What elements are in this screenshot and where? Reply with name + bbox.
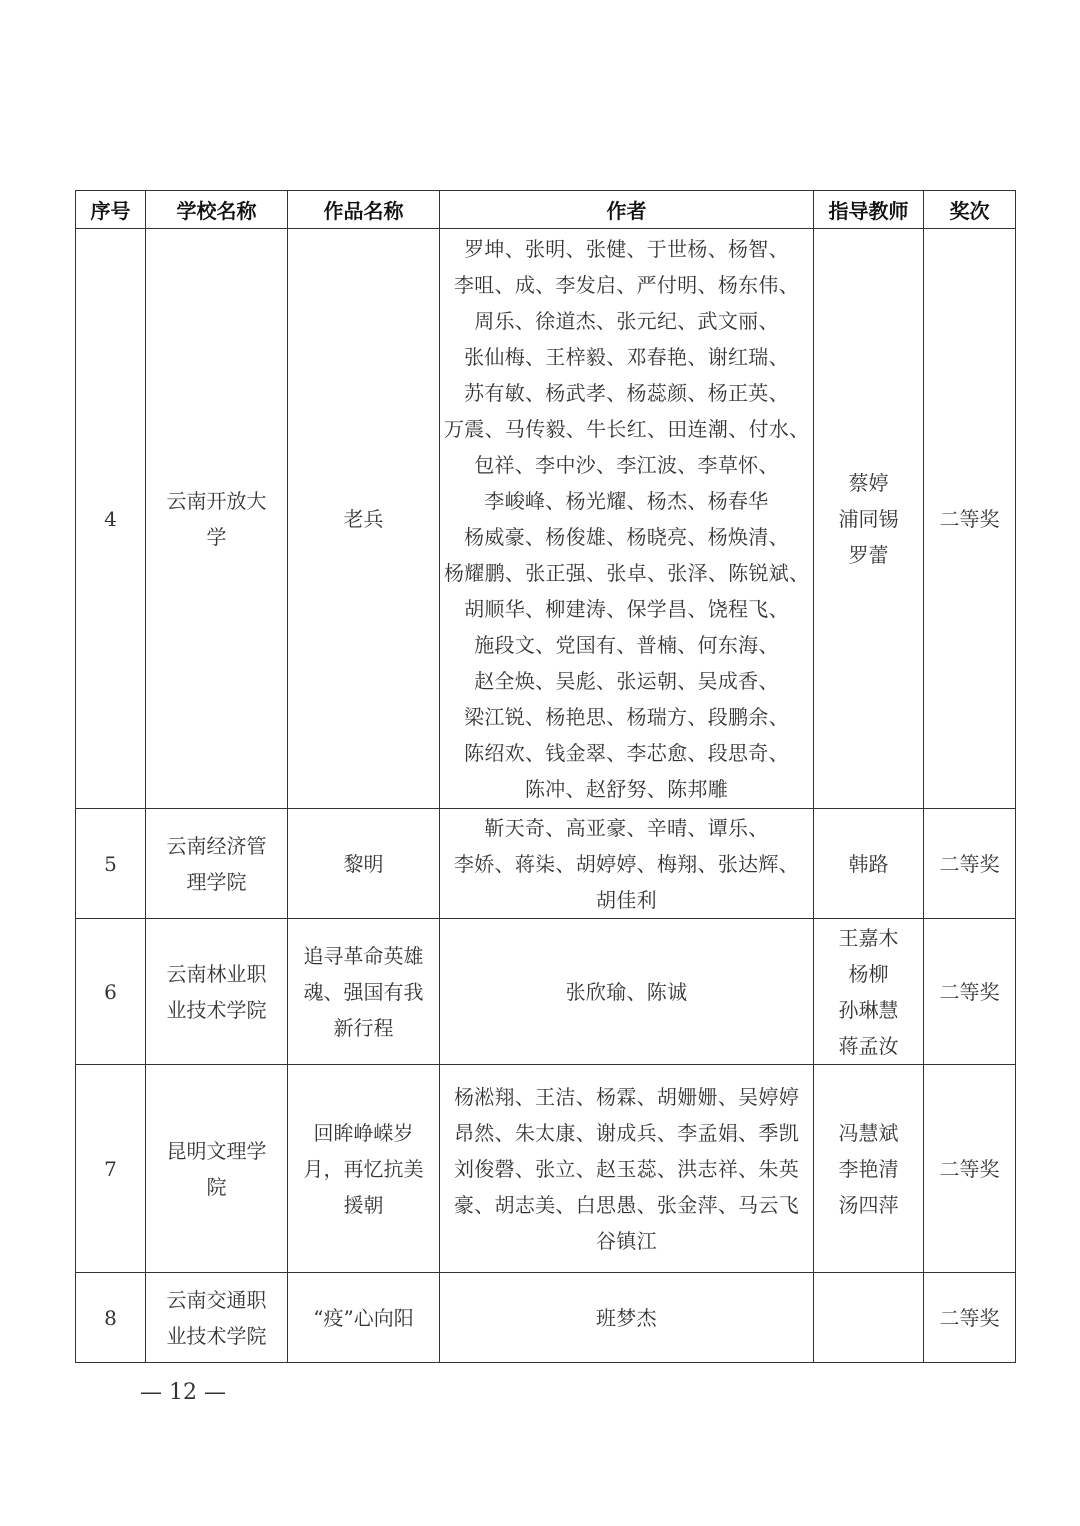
author-line: 杨耀鹏、张正强、张卓、张泽、陈锐斌、 xyxy=(444,560,810,585)
author-line: 陈冲、赵舒努、陈邦雕 xyxy=(525,776,728,801)
header-school: 学校名称 xyxy=(146,191,288,229)
cell-teachers xyxy=(814,809,924,919)
cell-award: 二等奖 xyxy=(924,919,1016,1065)
cell-award: 二等奖 xyxy=(924,229,1016,809)
author-line: 昂然、朱太康、谢成兵、李孟娟、季凯 xyxy=(453,1120,800,1145)
teacher-name: 李艳清 xyxy=(838,1156,899,1181)
cell-authors xyxy=(440,229,814,809)
teacher-name: 蔡婷 xyxy=(848,470,889,495)
cell-school xyxy=(146,1065,288,1273)
author-line: 赵全焕、吴彪、张运朝、吴成香、 xyxy=(474,668,779,693)
cell-no: 8 xyxy=(76,1273,146,1363)
cell-school xyxy=(146,809,288,919)
author-line: 张欣瑜、陈诚 xyxy=(565,979,688,1004)
school-name: 云南交通职业技术学院 xyxy=(166,1287,267,1348)
author-line: 胡顺华、柳建涛、保学昌、饶程飞、 xyxy=(464,596,789,621)
table-header-row xyxy=(76,191,1016,229)
cell-authors xyxy=(440,809,814,919)
author-line: 苏有敏、杨武孝、杨蕊颜、杨正英、 xyxy=(464,380,789,405)
cell-authors xyxy=(440,1065,814,1273)
author-line: 陈绍欢、钱金翠、李芯愈、段思奇、 xyxy=(464,740,789,765)
author-line: 豪、胡志美、白思愚、张金萍、马云飞 xyxy=(453,1192,800,1217)
teacher-name: 汤四萍 xyxy=(838,1192,899,1217)
cell-work xyxy=(288,1273,440,1363)
cell-school xyxy=(146,1273,288,1363)
cell-authors xyxy=(440,919,814,1065)
school-name: 云南经济管理学院 xyxy=(166,833,267,894)
school-name: 云南林业职业技术学院 xyxy=(166,961,267,1022)
cell-teachers xyxy=(814,919,924,1065)
awards-table xyxy=(75,190,1016,1363)
teacher-name: 冯慧斌 xyxy=(838,1120,899,1145)
header-authors: 作者 xyxy=(440,191,814,229)
author-line: 施段文、党国有、普楠、何东海、 xyxy=(474,632,779,657)
teacher-name: 罗蕾 xyxy=(848,542,889,567)
work-title: 追寻革命英雄魂、强国有我新行程 xyxy=(303,943,424,1040)
author-line: 班梦杰 xyxy=(596,1305,657,1330)
author-line: 靳天奇、高亚豪、辛晴、谭乐、 xyxy=(484,815,769,840)
table-row xyxy=(76,919,1016,1065)
header-teachers: 指导教师 xyxy=(814,191,924,229)
author-line: 刘俊磬、张立、赵玉蕊、洪志祥、朱英 xyxy=(453,1156,800,1181)
cell-teachers xyxy=(814,1273,924,1363)
author-line: 谷镇江 xyxy=(596,1228,657,1253)
header-award: 奖次 xyxy=(924,191,1016,229)
author-line: 李娇、蒋柒、胡婷婷、梅翔、张达辉、 xyxy=(453,851,800,876)
author-line: 李峻峰、杨光耀、杨杰、杨春华 xyxy=(484,488,769,513)
author-line: 杨威豪、杨俊雄、杨晓亮、杨焕清、 xyxy=(464,524,789,549)
author-line: 周乐、徐道杰、张元纪、武文丽、 xyxy=(474,308,779,333)
teacher-name: 王嘉木 xyxy=(838,925,899,950)
work-title: 老兵 xyxy=(343,506,384,531)
table-row xyxy=(76,1065,1016,1273)
school-name: 云南开放大学 xyxy=(166,488,267,549)
cell-no: 7 xyxy=(76,1065,146,1273)
table-row xyxy=(76,1273,1016,1363)
author-line: 梁江锐、杨艳思、杨瑞方、段鹏余、 xyxy=(464,704,789,729)
cell-teachers xyxy=(814,1065,924,1273)
teacher-name: 蒋孟汝 xyxy=(838,1033,899,1058)
author-line: 胡佳利 xyxy=(596,887,657,912)
cell-no: 4 xyxy=(76,229,146,809)
work-title: 黎明 xyxy=(343,851,384,876)
cell-authors xyxy=(440,1273,814,1363)
cell-work xyxy=(288,1065,440,1273)
cell-award: 二等奖 xyxy=(924,1065,1016,1273)
table-row xyxy=(76,809,1016,919)
cell-teachers xyxy=(814,229,924,809)
header-work: 作品名称 xyxy=(288,191,440,229)
cell-work xyxy=(288,809,440,919)
work-title: “疫”心向阳 xyxy=(313,1305,414,1330)
author-line: 罗坤、张明、张健、于世杨、杨智、 xyxy=(464,236,789,261)
author-line: 张仙梅、王梓毅、邓春艳、谢红瑞、 xyxy=(464,344,789,369)
table-row xyxy=(76,229,1016,809)
cell-award: 二等奖 xyxy=(924,809,1016,919)
author-line: 包祥、李中沙、李江波、李草怀、 xyxy=(474,452,779,477)
teacher-name: 孙琳慧 xyxy=(838,997,899,1022)
teacher-name: 浦同锡 xyxy=(838,506,899,531)
author-line: 杨淞翔、王洁、杨霖、胡姗姗、吴婷婷 xyxy=(453,1084,800,1109)
author-line: 李咀、成、李发启、严付明、杨东伟、 xyxy=(453,272,800,297)
cell-award: 二等奖 xyxy=(924,1273,1016,1363)
cell-work xyxy=(288,919,440,1065)
cell-school xyxy=(146,229,288,809)
teacher-name: 杨柳 xyxy=(848,961,889,986)
cell-no: 5 xyxy=(76,809,146,919)
school-name: 昆明文理学院 xyxy=(166,1138,267,1199)
page-number: — 12 — xyxy=(140,1380,226,1405)
teacher-name: 韩路 xyxy=(848,851,889,876)
cell-no: 6 xyxy=(76,919,146,1065)
work-title: 回眸峥嵘岁月，再忆抗美援朝 xyxy=(303,1120,424,1217)
author-line: 万震、马传毅、牛长红、田连潮、付水、 xyxy=(444,416,810,441)
cell-school xyxy=(146,919,288,1065)
cell-work xyxy=(288,229,440,809)
header-no: 序号 xyxy=(76,191,146,229)
